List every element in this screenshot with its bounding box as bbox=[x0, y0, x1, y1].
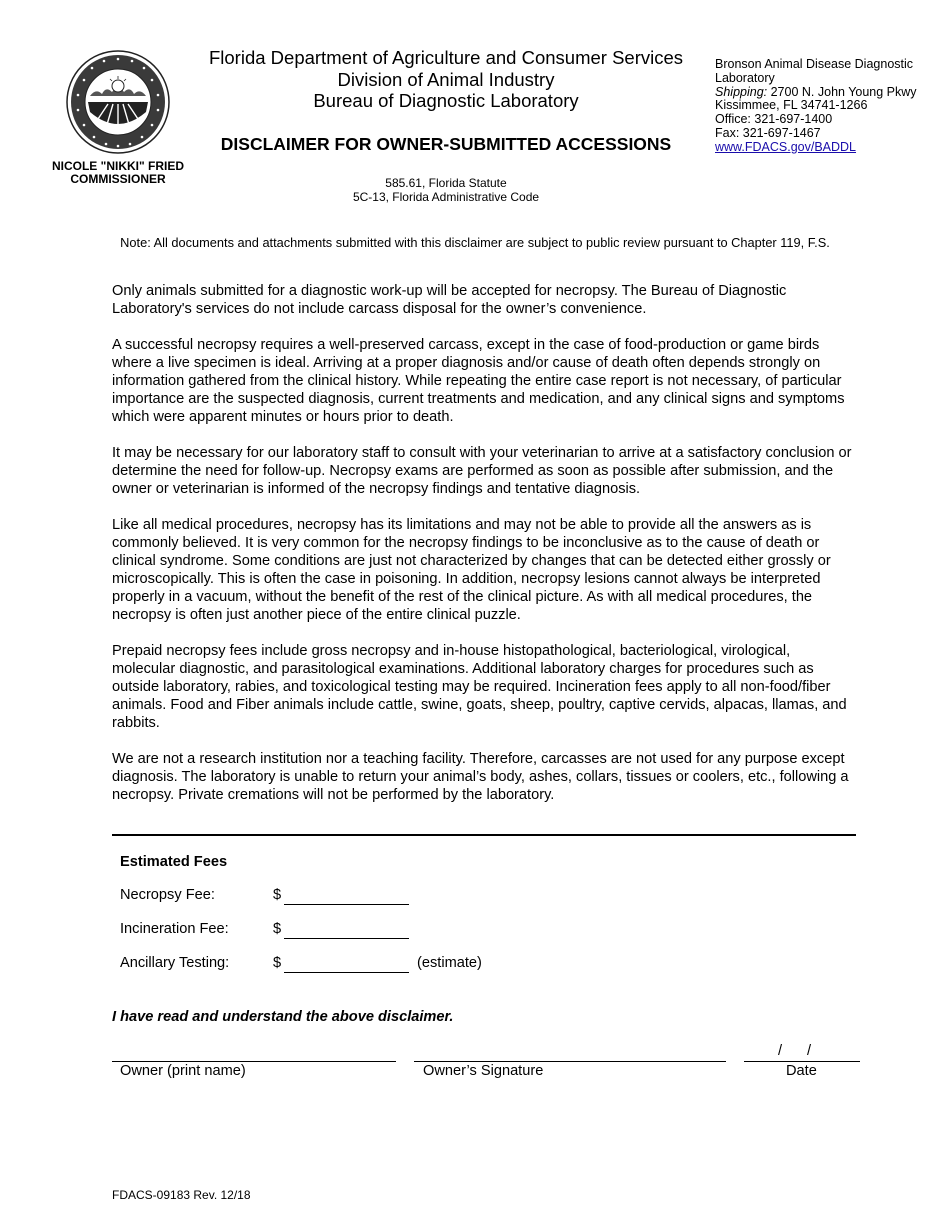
paragraph: We are not a research institution nor a teaching facility. Therefore, carcasses are not used for any purpose except diagnosis. The laboratory is unable to return your animal’s body, ashes, collars, tissues or coolers, etc., following a necropsy. Private cremations will not be performed by the laboratory. bbox=[112, 751, 849, 803]
paragraph: Like all medical procedures, necropsy has its limitations and may not be able to provide all the answers as is commonly believed. It is very common for the necropsy findings to be inconclusive as to the cause of death or clinical syndrome. Some conditions are just not characterized by changes that can be detected either grossly or microscopically. This is often the case in poisoning. In addition, necropsy lesions cannot always be interpreted properly in a vacuum, without the benefit of the rest of the clinical picture. As with all medical procedures, the necropsy is often just another piece of the entire clinical puzzle. bbox=[112, 517, 831, 623]
necropsy-fee-currency: $ bbox=[273, 887, 282, 903]
lab-office-phone: Office: 321-697-1400 bbox=[715, 112, 833, 127]
owner-signature-label: Owner’s Signature bbox=[423, 1063, 544, 1079]
lab-city: Kissimmee, FL 34741-1266 bbox=[715, 98, 868, 113]
form-title: DISCLAIMER FOR OWNER-SUBMITTED ACCESSIONS bbox=[220, 134, 672, 154]
estimate-note: (estimate) bbox=[417, 955, 482, 971]
disclaimer-body bbox=[112, 282, 857, 822]
owner-print-name-label: Owner (print name) bbox=[120, 1063, 246, 1079]
agency-line-2: Division of Animal Industry bbox=[337, 68, 555, 90]
agency-line-1: Florida Department of Agriculture and Consumer Services bbox=[208, 47, 684, 68]
shipping-address: 2700 N. John Young Pkwy bbox=[770, 84, 917, 99]
commissioner-block bbox=[40, 160, 196, 186]
ancillary-testing-currency: $ bbox=[273, 955, 282, 971]
ancillary-testing-field[interactable] bbox=[284, 972, 409, 973]
incineration-fee-field[interactable] bbox=[284, 938, 409, 939]
owner-signature-field[interactable] bbox=[414, 1061, 726, 1062]
statute-line-1: 585.61, Florida Statute bbox=[385, 176, 507, 190]
lab-shipping bbox=[715, 86, 947, 100]
lab-website-link[interactable]: www.FDACS.gov/BADDL bbox=[715, 139, 857, 154]
date-label: Date bbox=[786, 1063, 817, 1079]
date-separator: / bbox=[807, 1043, 812, 1059]
acknowledgement-statement: I have read and understand the above disclaimer. bbox=[112, 1009, 454, 1025]
paragraph: Only animals submitted for a diagnostic work-up will be accepted for necropsy. The Bureau of Diagnostic Laboratory's services do not include carcass disposal for the owner’s convenience. bbox=[112, 283, 787, 317]
lab-contact-block bbox=[715, 58, 947, 155]
date-field[interactable] bbox=[744, 1061, 860, 1062]
lab-name-line-1: Bronson Animal Disease Diagnostic bbox=[715, 57, 914, 71]
commissioner-title: COMMISSIONER bbox=[70, 172, 166, 186]
agency-line-3: Bureau of Diagnostic Laboratory bbox=[313, 90, 579, 111]
paragraph: It may be necessary for our laboratory staff to consult with your veterinarian to arrive at a satisfactory conclusion or determine the need for follow-up. Necropsy exams are performed as soon as possible after submission, and the owner or veterinarian is informed of the necropsy findings and tentative diagnosis. bbox=[112, 445, 852, 497]
paragraph: A successful necropsy requires a well-preserved carcass, except in the case of food-production or game birds where a live specimen is ideal. Arriving at a proper diagnosis and/or cause of death often depends strongly on information gathered from the clinical history. While repeating the entire case report is not necessary, of particular importance are the suspected diagnosis, current treatments and medication, and any clinical signs and symptoms which were apparent minutes or hours prior to death. bbox=[112, 337, 845, 425]
public-records-note: Note: All documents and attachments submitted with this disclaimer are subject to public review pursuant to Chapter 119, F.S. bbox=[120, 235, 830, 250]
commissioner-name: NICOLE "NIKKI" FRIED bbox=[51, 159, 185, 173]
fees-title: Estimated Fees bbox=[120, 854, 228, 870]
incineration-fee-currency: $ bbox=[273, 921, 282, 937]
incineration-fee-label: Incineration Fee: bbox=[120, 921, 229, 937]
lab-fax: Fax: 321-697-1467 bbox=[715, 125, 821, 140]
ancillary-testing-label: Ancillary Testing: bbox=[120, 955, 230, 971]
seal-icon bbox=[66, 50, 170, 154]
statute-references bbox=[296, 177, 596, 204]
fdacs-seal bbox=[66, 50, 170, 154]
date-separator: / bbox=[778, 1043, 783, 1059]
necropsy-fee-field[interactable] bbox=[284, 904, 409, 905]
section-divider bbox=[112, 834, 856, 836]
paragraph: Prepaid necropsy fees include gross necropsy and in-house histopathological, bacteriological, virological, molecular diagnostic, and parasitological examinations. Additional laboratory charges for procedures such as outside laboratory, rabies, and toxicological testing may be required. Incineration fees apply to all non-food/fiber animals. Food and Fiber animals include cattle, swine, goats, sheep, poultry, captive cervids, alpacas, llamas, and rabbits. bbox=[112, 643, 847, 731]
shipping-label: Shipping: bbox=[715, 84, 768, 99]
form-number: FDACS-09183 Rev. 12/18 bbox=[112, 1188, 251, 1202]
statute-line-2: 5C-13, Florida Administrative Code bbox=[352, 189, 540, 204]
owner-print-name-field[interactable] bbox=[112, 1061, 396, 1062]
lab-name-line-2: Laboratory bbox=[715, 70, 775, 85]
agency-heading bbox=[196, 47, 696, 112]
necropsy-fee-label: Necropsy Fee: bbox=[120, 887, 215, 903]
